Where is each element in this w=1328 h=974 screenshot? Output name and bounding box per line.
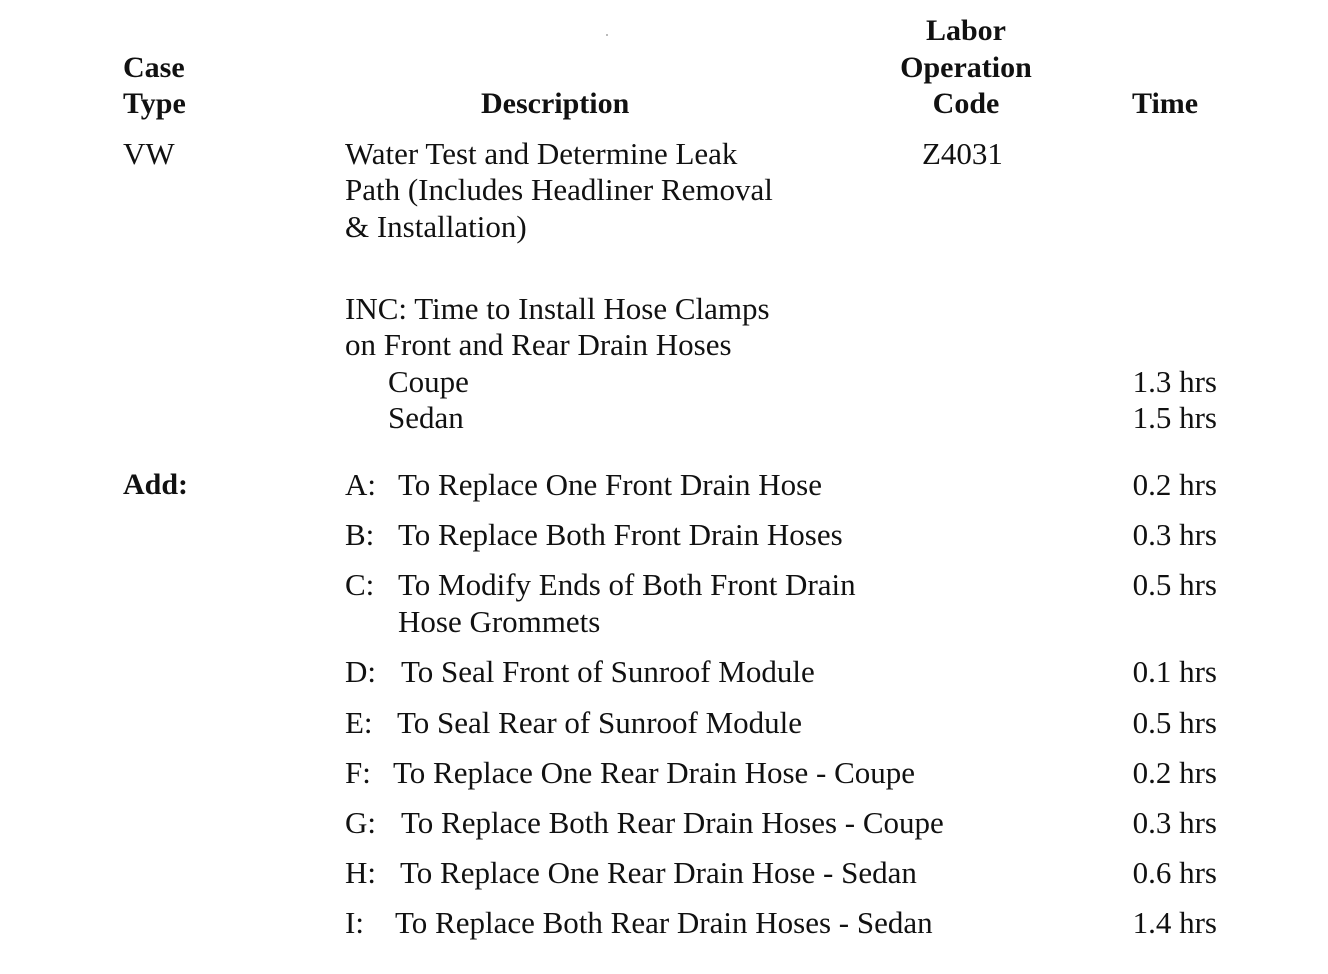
add-item-text: To Seal Front of Sunroof Module [401, 654, 815, 689]
header-case-type-line1: Case [123, 51, 185, 84]
header-time: Time [1132, 87, 1199, 120]
header-labor-line2: Operation [900, 51, 1032, 84]
header-labor-line3: Code [932, 87, 1000, 120]
add-item-text: To Replace Both Rear Drain Hoses - Coupe [401, 805, 944, 840]
speck [606, 34, 608, 36]
add-label: Add: [123, 468, 189, 501]
header-labor-line1: Labor [925, 14, 1006, 47]
add-item-letter: H: [345, 855, 376, 890]
add-item-time: 0.5 hrs [1132, 567, 1217, 602]
add-item-text: To Replace Both Front Drain Hoses [398, 517, 843, 552]
add-item-letter: A: [345, 467, 376, 502]
add-item-text: To Modify Ends of Both Front Drain [398, 567, 856, 602]
add-item-letter: F: [345, 755, 371, 790]
add-item-time: 0.6 hrs [1132, 855, 1217, 890]
add-item-letter: B: [345, 517, 375, 552]
add-item-letter: C: [345, 567, 375, 602]
description-line: & Installation) [345, 209, 527, 244]
labor-code-value: Z4031 [922, 136, 1003, 171]
add-item-letter: D: [345, 654, 376, 689]
add-item-text: To Seal Rear of Sunroof Module [397, 705, 803, 740]
add-item-time: 1.4 hrs [1132, 905, 1217, 940]
add-item-text: Hose Grommets [398, 604, 601, 639]
case-type-value: VW [123, 136, 175, 171]
add-item-time: 0.2 hrs [1132, 467, 1217, 502]
add-item-time: 0.3 hrs [1132, 517, 1217, 552]
add-item-time: 0.3 hrs [1132, 805, 1217, 840]
inc-note-line: on Front and Rear Drain Hoses [345, 327, 732, 362]
add-item-time: 0.1 hrs [1132, 654, 1217, 689]
add-item-text: To Replace Both Rear Drain Hoses - Sedan [395, 905, 933, 940]
add-item-time: 0.2 hrs [1132, 755, 1217, 790]
add-item-text: To Replace One Rear Drain Hose - Coupe [393, 755, 916, 790]
variant-name: Sedan [388, 400, 464, 435]
add-item-text: To Replace One Front Drain Hose [398, 467, 822, 502]
add-item-letter: G: [345, 805, 376, 840]
add-item-time: 0.5 hrs [1132, 705, 1217, 740]
header-description: Description [481, 87, 630, 120]
description-line: Water Test and Determine Leak [345, 136, 738, 171]
inc-note-line: INC: Time to Install Hose Clamps [345, 291, 770, 326]
description-line: Path (Includes Headliner Removal [345, 172, 773, 207]
variant-name: Coupe [388, 364, 469, 399]
header-case-type-line2: Type [123, 87, 186, 120]
add-item-letter: I: [345, 905, 364, 940]
add-item-text: To Replace One Rear Drain Hose - Sedan [400, 855, 917, 890]
add-item-letter: E: [345, 705, 373, 740]
variant-time: 1.5 hrs [1132, 400, 1217, 435]
variant-time: 1.3 hrs [1132, 364, 1217, 399]
